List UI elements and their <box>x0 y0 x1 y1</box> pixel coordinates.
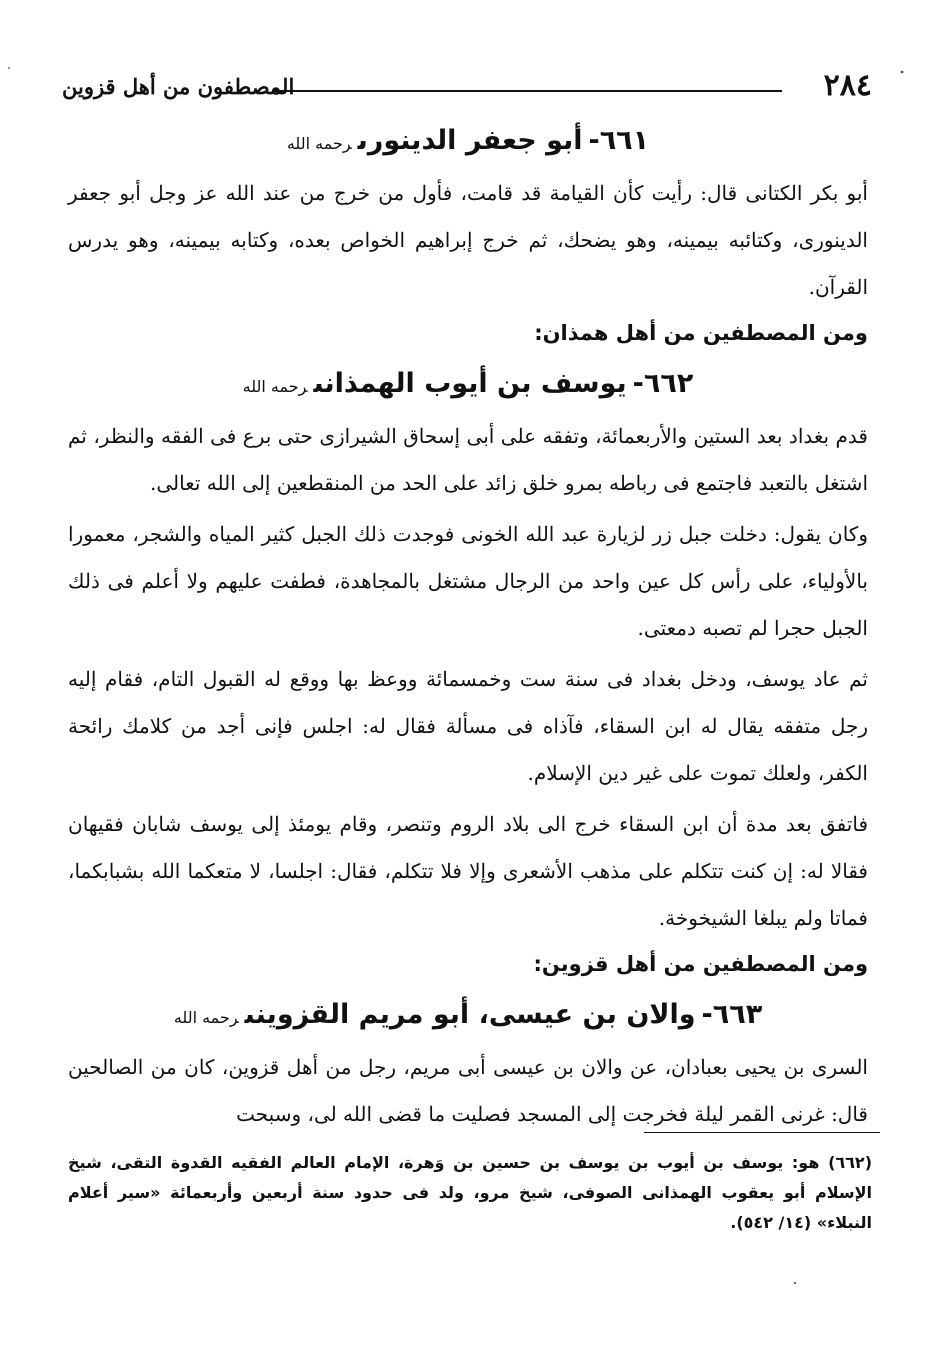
footnote-rule <box>644 1132 880 1133</box>
page-body <box>68 112 868 1138</box>
running-title: المصطفون من أهل قزوين <box>62 74 295 99</box>
paragraph: أبو بكر الكتانى قال: رأيت كأن القيامة قد قامت، فأول من خرج من عند الله عز وجل أبو جعفر الدينورى، وكتائبه بيمينه، وهو يضحك، ثم خرج إبراهيم الخواص بعده، وكتابه بيمينه، وهو يدرس القرآن. <box>68 181 868 299</box>
header-rule <box>272 90 782 92</box>
entry-heading-661 <box>68 112 868 170</box>
entry-number: ٦٦٣- <box>701 999 763 1030</box>
entry-heading-662 <box>68 355 868 413</box>
scan-speck <box>901 71 904 74</box>
entry-name: والان بن عيسى، أبو مريم القزوينى <box>244 999 696 1030</box>
entry-number: ٦٦١- <box>588 125 650 156</box>
honorific-glyph: رحمه الله <box>242 377 308 396</box>
section-heading-qazwin: ومن المصطفين من أهل قزوين: <box>533 952 868 976</box>
honorific-glyph: رحمه الله <box>286 134 352 153</box>
entry-name: يوسف بن أيوب الهمذانى <box>313 368 627 399</box>
paragraph: السرى بن يحيى بعبادان، عن والان بن عيسى أبى مريم، رجل من أهل قزوين، كان من الصالحين قال: غرنى القمر ليلة فخرجت إلى المسجد فصليت ما قضى الله لى، وسبحت <box>68 1055 868 1126</box>
honorific-glyph: رحمه الله <box>173 1008 239 1027</box>
paragraph: قدم بغداد بعد الستين والأربعمائة، وتفقه على أبى إسحاق الشيرازى حتى برع فى الفقه والنظر، ثم اشتغل بالتعبد فاجتمع فى رباطه بمرو خلق زائد على الحد من المنقطعين إلى الله تعالى. <box>68 424 868 495</box>
page-header <box>62 68 872 108</box>
paragraph: ثم عاد يوسف، ودخل بغداد فى سنة ست وخمسمائة ووعظ بها ووقع له القبول التام، فقام إليه رجل متفقه يقال له ابن السقاء، فآذاه فى مسألة فقال له: اجلس فإنى أجد من كلامك رائحة الكفر، ولعلك تموت على غير دين الإسلام. <box>68 667 868 785</box>
entry-name: أبو جعفر الدينورى <box>357 125 583 156</box>
paragraph: وكان يقول: دخلت جبل زر لزيارة عبد الله الخونى فوجدت ذلك الجبل كثير المياه والشجر، معمورا بالأولياء، على رأس كل عين واحد من الرجال مشتغل بالمجاهدة، فطفت عليهم ولا أعلم فى ذلك الجبل حجرا لم تصبه دمعتى. <box>68 522 868 640</box>
scan-speck <box>794 1282 796 1284</box>
page-number: ٢٨٤ <box>823 68 872 103</box>
scan-speck <box>8 67 10 69</box>
entry-number: ٦٦٢- <box>632 368 694 399</box>
entry-heading-663 <box>68 986 868 1044</box>
paragraph: فاتفق بعد مدة أن ابن السقاء خرج الى بلاد الروم وتنصر، وقام يومئذ إلى يوسف شابان فقيهان فقالا له: إن كنت تتكلم على مذهب الأشعرى وإلا فلا تتكلم، فقال: اجلسا، لا متعكما الله بشبابكما، فماتا ولم يبلغا الشيخوخة. <box>68 812 868 930</box>
footnote: (٦٦٢) هو: يوسف بن أيوب بن يوسف بن حسين بن وَهرة، الإمام العالم الفقيه القدوة التقى، شيخ الإسلام أبو يعقوب الهمذانى الصوفى، شيخ مرو، ولد فى حدود سنة أربعين وأربعمائة «سير أعلام النبلاء» (١٤/ ٥٤٢). <box>68 1153 872 1232</box>
section-heading-hamadan: ومن المصطفين من أهل همذان: <box>534 321 868 345</box>
